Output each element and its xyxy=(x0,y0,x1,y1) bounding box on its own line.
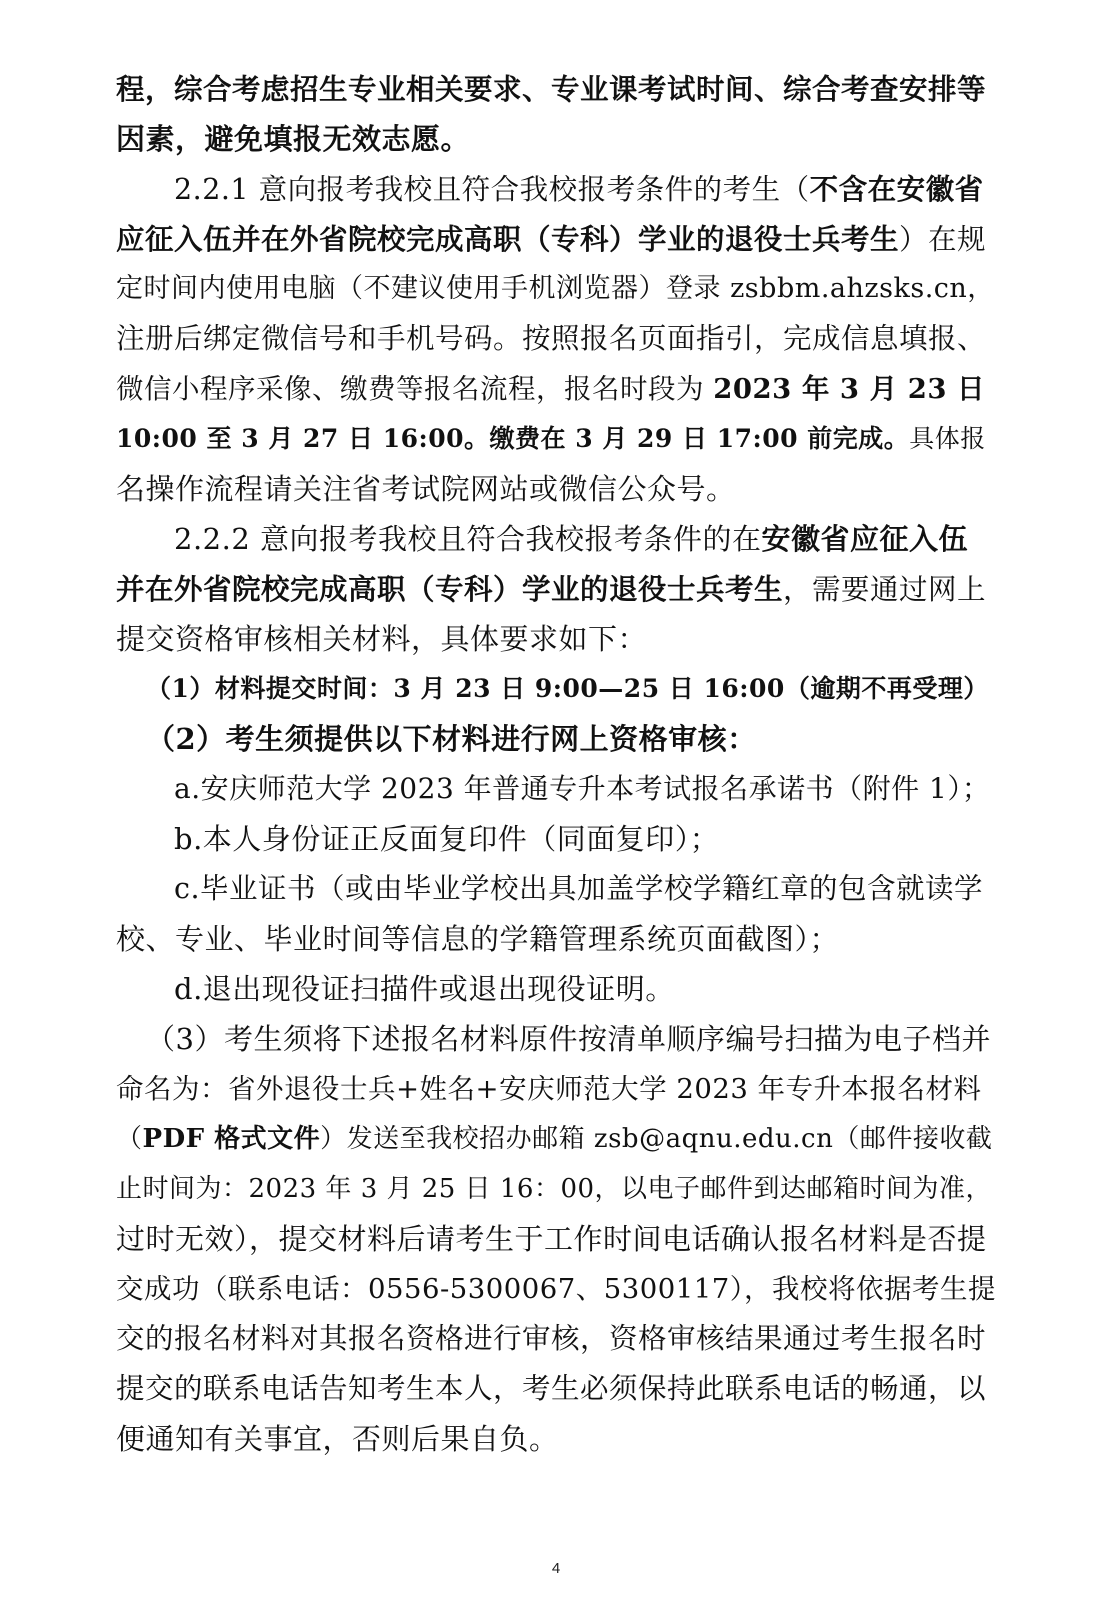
text-line xyxy=(116,1214,996,1264)
text-line xyxy=(116,664,996,714)
bold-text-segment: PDF 格式文件 xyxy=(142,1124,321,1154)
text-segment: 交的报名材料对其报名资格进行审核，资格审核结果通过考生报名时 xyxy=(116,1322,987,1355)
text-line xyxy=(116,1114,996,1164)
text-line xyxy=(116,764,996,814)
text-segment: 交成功（联系电话：0556-5300067、5300117），我校将依据考生提 xyxy=(116,1273,996,1305)
text-line xyxy=(116,564,996,614)
text-line xyxy=(116,1414,996,1464)
text-line xyxy=(116,64,996,114)
text-segment: 命名为：省外退役士兵+姓名+安庆师范大学 2023 年专升本报名材料 xyxy=(116,1073,982,1105)
text-segment: 微信小程序采像、缴费等报名流程，报名时段为 xyxy=(116,373,714,405)
text-segment: （ xyxy=(116,1124,143,1154)
text-segment: ，需要通过网上 xyxy=(783,573,987,606)
text-segment: 校、专业、毕业时间等信息的学籍管理系统页面截图）； xyxy=(116,922,840,956)
text-line xyxy=(116,714,996,764)
text-line xyxy=(116,1364,996,1414)
bold-text-segment: 安徽省应征入伍 xyxy=(761,522,969,556)
text-segment: 定时间内使用电脑（不建议使用手机浏览器）登录 zsbbm.ahzsks.cn， xyxy=(116,273,995,304)
bold-text-segment: 不含在安徽省 xyxy=(809,172,984,206)
page-number: 4 xyxy=(551,1560,561,1577)
text-segment: ）发送至我校招办邮箱 zsb@aqnu.edu.cn（邮件接收截 xyxy=(320,1124,993,1154)
text-segment: a.安庆师范大学 2023 年普通专升本考试报名承诺书（附件 1）； xyxy=(174,772,991,805)
text-line xyxy=(116,964,996,1014)
bold-text-segment: 10:00 至 3 月 27 日 16:00。缴费在 3 月 29 日 17:00 前完成。 xyxy=(116,424,910,453)
text-line xyxy=(116,414,996,464)
text-segment: 过时无效），提交材料后请考生于工作时间电话确认报名材料是否提 xyxy=(116,1222,987,1256)
text-line xyxy=(116,614,996,664)
text-segment: 名操作流程请关注省考试院网站或微信公众号。 xyxy=(116,472,736,506)
bold-text-segment: 程，综合考虑招生专业相关要求、专业课考试时间、综合考查安排等 xyxy=(116,72,987,106)
text-line xyxy=(116,514,996,564)
text-line xyxy=(116,314,996,364)
text-line xyxy=(116,114,996,164)
bold-text-segment: 2023 年 3 月 23 日 xyxy=(713,373,986,405)
text-line xyxy=(116,814,996,864)
text-segment: 提交资格审核相关材料，具体要求如下： xyxy=(116,622,648,656)
bold-text-segment: （2）考生须提供以下材料进行网上资格审核： xyxy=(146,722,757,756)
text-line xyxy=(116,164,996,214)
text-line xyxy=(116,914,996,964)
text-line xyxy=(116,864,996,914)
text-line xyxy=(116,264,996,314)
text-segment: 便通知有关事宜，否则后果自负。 xyxy=(116,1422,559,1456)
text-segment: d.退出现役证扫描件或退出现役证明。 xyxy=(174,972,675,1006)
document-body xyxy=(116,64,996,1464)
text-segment: ）在规 xyxy=(899,223,987,256)
text-segment: 2.2.2 意向报考我校且符合我校报考条件的在 xyxy=(174,522,762,556)
text-segment: 2.2.1 意向报考我校且符合我校报考条件的考生（ xyxy=(174,173,810,206)
text-segment: 提交的联系电话告知考生本人，考生必须保持此联系电话的畅通，以 xyxy=(116,1372,987,1405)
text-line xyxy=(116,1014,996,1064)
text-line xyxy=(116,1164,996,1214)
text-segment: 注册后绑定微信号和手机号码。按照报名页面指引，完成信息填报、 xyxy=(116,322,987,355)
bold-text-segment: 并在外省院校完成高职（专科）学业的退役士兵考生 xyxy=(116,572,784,606)
text-segment: （3）考生须将下述报名材料原件按清单顺序编号扫描为电子档并 xyxy=(146,1022,991,1056)
text-segment: 止时间为：2023 年 3 月 25 日 16：00，以电子邮件到达邮箱时间为准， xyxy=(116,1174,993,1204)
text-segment: 具体报 xyxy=(909,424,986,453)
bold-text-segment: （1）材料提交时间：3 月 23 日 9:00—25 日 16:00（逾期不再受理） xyxy=(146,674,989,703)
text-line xyxy=(116,364,996,414)
bold-text-segment: 因素，避免填报无效志愿。 xyxy=(116,122,471,156)
text-line xyxy=(116,1064,996,1114)
text-segment: c.毕业证书（或由毕业学校出具加盖学校学籍红章的包含就读学 xyxy=(174,872,984,905)
bold-text-segment: 应征入伍并在外省院校完成高职（专科）学业的退役士兵考生 xyxy=(116,222,900,256)
text-line xyxy=(116,214,996,264)
text-line xyxy=(116,1264,996,1314)
text-line xyxy=(116,464,996,514)
text-line xyxy=(116,1314,996,1364)
text-segment: b.本人身份证正反面复印件（同面复印）； xyxy=(174,822,720,856)
